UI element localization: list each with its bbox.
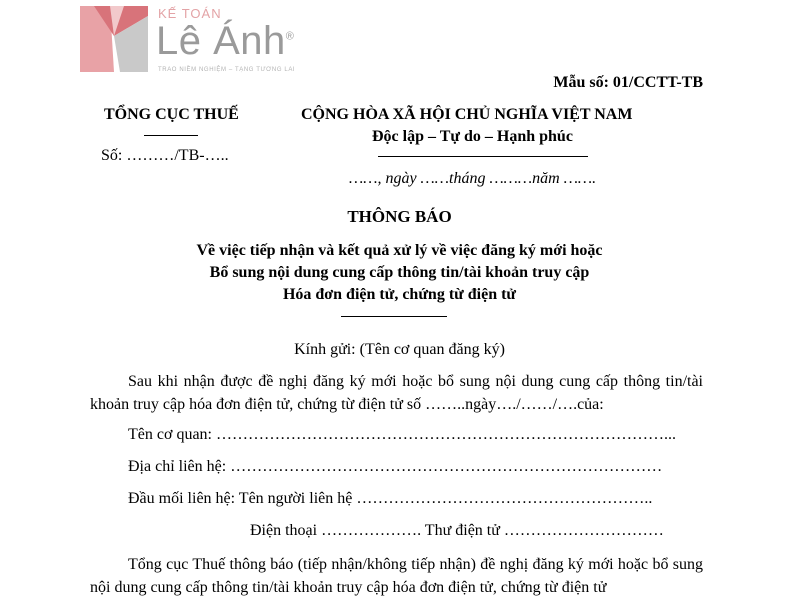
address-line: Địa chỉ liên hệ: ……………………………………………………………………… [128, 458, 663, 475]
logo-name: Lê Ánh® [156, 19, 295, 63]
body-paragraph-2: Tổng cục Thuế thông báo (tiếp nhận/không tiếp nhận) đề nghị đăng ký mới hoặc bổ sung nội dung cung cấp thông tin/tài khoản truy cập hóa đơn điện tử, chứng từ điện tử [90, 556, 703, 596]
agency-underline [144, 135, 198, 136]
date-line: ……, ngày ……tháng ………năm ……. [349, 170, 597, 187]
logo-mark-icon [80, 6, 148, 72]
notice-subject-line-2: Bổ sung nội dung cung cấp thông tin/tài khoản truy cập [209, 264, 590, 281]
agency-name: TỔNG CỤC THUẾ [104, 106, 239, 123]
notice-title: THÔNG BÁO [347, 207, 452, 226]
form-number: Mẫu số: 01/CCTT-TB [553, 74, 703, 91]
agency-name-line: Tên cơ quan: …………………………………………………………………………... [128, 426, 676, 443]
logo-top-text: KẾ TOÁN [158, 6, 222, 21]
logo-slogan: TRAO NIỀM NGHIỆM – TẠNG TƯƠNG LAI [158, 67, 296, 73]
contact-line: Đầu mối liên hệ: Tên người liên hệ ……………………………………………….. [128, 490, 653, 507]
motto-underline [378, 156, 588, 157]
document-number: Số: ………/TB-….. [101, 147, 229, 164]
national-title: CỘNG HÒA XÃ HỘI CHỦ NGHĨA VIỆT NAM [301, 106, 633, 123]
phone-email-line: Điện thoại ………………. Thư điện tử ………………………… [250, 522, 664, 539]
notice-subject-line-1: Về việc tiếp nhận và kết quả xử lý về việc đăng ký mới hoặc [196, 242, 603, 259]
greeting: Kính gửi: (Tên cơ quan đăng ký) [294, 341, 505, 358]
body-paragraph-1: Sau khi nhận được đề nghị đăng ký mới hoặc bổ sung nội dung cung cấp thông tin/tài khoản truy cập hóa đơn điện tử, chứng từ điện tử số ……..ngày…./……/….của: [90, 373, 703, 413]
subject-underline [341, 316, 447, 317]
national-motto: Độc lập – Tự do – Hạnh phúc [372, 128, 573, 145]
notice-subject-line-3: Hóa đơn điện tử, chứng từ điện tử [282, 286, 517, 303]
